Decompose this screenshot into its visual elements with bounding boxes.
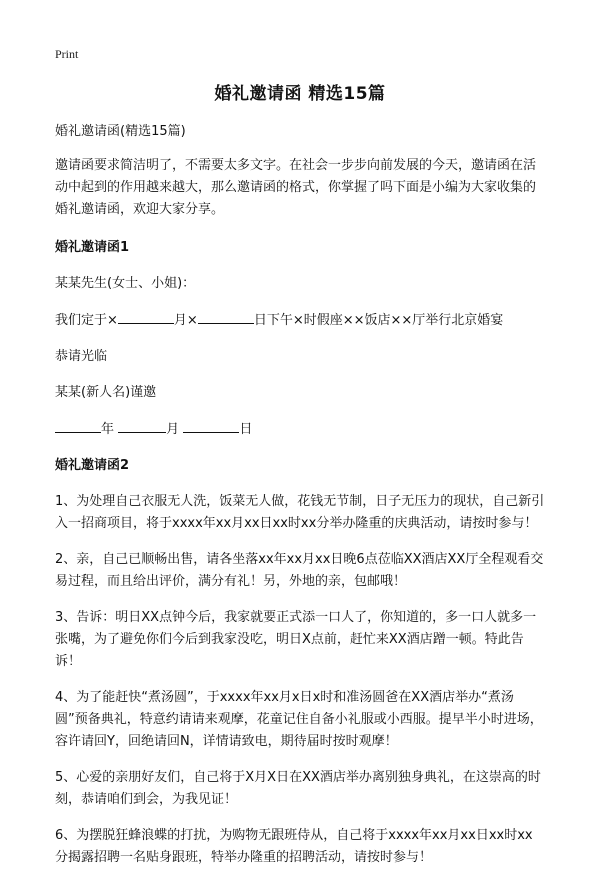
list-item: 3、告诉：明日XX点钟今后，我家就要正式添一口人了，你知道的，多一口人就多一张嘴，为了避免你们今后到我家没吃，明日X点前，赶忙来XX酒店蹭一顿。特此告诉！: [55, 610, 537, 669]
list-item: 5、心爱的亲朋好友们，自己将于X月X日在XX酒店举办离别独身典礼，在这崇高的时刻，恭请咱们到会，为我见证！: [55, 770, 541, 807]
signature-line: 某某(新人名)谨邀: [55, 385, 157, 400]
section-heading-2: 婚礼邀请函2: [55, 458, 130, 473]
list-item: 1、为处理自己衣服无人洗，饭菜无人做，花钱无节制，日子无压力的现状，自己新引入一招商项目，将于xxxx年xx月xx日xx时xx分举办隆重的庆典活动，请按时参与！: [55, 494, 545, 531]
date-month: 月: [166, 422, 180, 437]
date-line: [55, 418, 545, 441]
body-prefix: 我们定于×: [55, 313, 118, 328]
blank-line: [55, 418, 101, 433]
intro-paragraph: 邀请函要求简洁明了，不需要太多文字。在社会一步步向前发展的今天，邀请函在活动中起到的作用越来越大，那么邀请函的格式，你掌握了吗下面是小编为大家收集的婚礼邀请函，欢迎大家分享。: [55, 158, 537, 217]
date-day: 日: [239, 422, 253, 437]
invitation-body: [55, 309, 545, 332]
page-title: 婚礼邀请函 精选15篇: [214, 84, 386, 104]
blank-line: [183, 418, 239, 433]
blank-line: [118, 418, 166, 433]
section-heading-1: 婚礼邀请函1: [55, 240, 130, 255]
salutation: 某某先生(女士、小姐)：: [55, 276, 196, 291]
date-year: 年: [101, 422, 115, 437]
blank-line: [118, 309, 174, 324]
blank-line: [198, 309, 254, 324]
respect-line: 恭请光临: [55, 349, 108, 364]
body-month: 月×: [173, 313, 198, 328]
print-link[interactable]: Print: [55, 47, 79, 61]
body-rest: 日下午×时假座××饭店××厅举行北京婚宴: [253, 313, 504, 328]
list-item: 6、为摆脱狂蜂浪蝶的打扰，为购物无跟班侍从，自己将于xxxx年xx月xx日xx时xx分揭露招聘一名贴身跟班，特举办隆重的招聘活动，请按时参与！: [55, 828, 533, 865]
article-body: [55, 121, 545, 883]
list-item: 4、为了能赶快“煮汤圆”，于xxxx年xx月x日x时和准汤圆爸在XX酒店举办“煮汤圆”预备典礼，特意约请请来观摩，花童记住自备小礼服或小西服。提早半小时进场，容许请回Y，回绝请回N，详情请致电，期待届时按时观摩！: [55, 690, 543, 749]
list-item: 2、亲，自己已顺畅出售，请各坐落xx年xx月xx日晚6点莅临XX酒店XX厅全程观看交易过程，而且给出评价，满分有礼！另，外地的亲，包邮哦！: [55, 552, 544, 589]
article-subtitle: 婚礼邀请函(精选15篇): [55, 124, 186, 139]
